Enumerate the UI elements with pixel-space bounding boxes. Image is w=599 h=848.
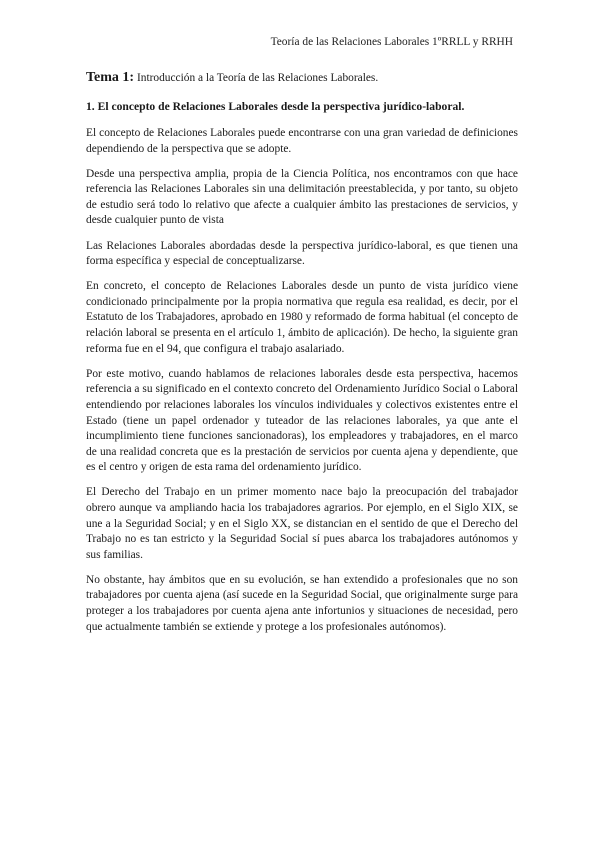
paragraph: El Derecho del Trabajo en un primer momento nace bajo la preocupación del trabajador obrero aunque va ampliando hacia los trabajadores agrarios. Por ejemplo, en el Siglo XIX, se une a la Seguridad Social; y en el Siglo XX, se distancian en el sentido de que el Derecho del Trabajo no es tan estricto y la Seguridad Social sí pues abarca los trabajadores autónomos y sus familias. <box>86 486 518 561</box>
paragraph: No obstante, hay ámbitos que en su evolución, se han extendido a profesionales que no son trabajadores por cuenta ajena (así sucede en la Seguridad Social, que originalmente surge para proteger a los trabajadores por cuenta ajena ante infortunios y situaciones de necesidad, pero que actualmente también se extiende y protege a los profesionales autónomos). <box>86 573 518 633</box>
topic-name: Introducción a la Teoría de las Relaciones Laborales. <box>136 72 379 84</box>
section-heading: 1. El concepto de Relaciones Laborales desde la perspectiva jurídico-laboral. <box>86 100 465 113</box>
paragraph: En concreto, el concepto de Relaciones Laborales desde un punto de vista jurídico viene condicionado principalmente por la propia normativa que regula esa realidad, es decir, por el Estatuto de los Trabajadores, aprobado en 1980 y reformado de forma habitual (el concepto de relación laboral se presenta en el artículo 1, ámbito de aplicación). De hecho, la siguiente gran reforma fue en el 94, que configura el trabajo asalariado. <box>86 280 518 355</box>
paragraph: Por este motivo, cuando hablamos de relaciones laborales desde esta perspectiva, hacemos referencia a su significado en el contexto concreto del Ordenamiento Jurídico Social o Laboral entendiendo por relaciones laborales los vínculos individuales y colectivos existentes entre el Estado (tiene un papel ordenador y tuteador de las relaciones laborales, ya que ante el incumplimiento tiene funciones sancionadoras), los empleadores y trabajadores, en el marco de una realidad concreta que es la prestación de servicios por cuenta ajena y dependiente, que es el centro y origen de esta rama del ordenamiento jurídico. <box>86 367 518 474</box>
topic-label: Tema 1: <box>86 70 135 85</box>
document-body <box>86 70 518 645</box>
paragraph: Las Relaciones Laborales abordadas desde la perspectiva jurídico-laboral, es que tienen una forma específica y especial de conceptualizarse. <box>86 239 518 268</box>
topic-title <box>86 70 518 86</box>
paragraph: El concepto de Relaciones Laborales puede encontrarse con una gran variedad de definiciones dependiendo de la perspectiva que se adopte. <box>86 127 518 155</box>
paragraph: Desde una perspectiva amplia, propia de la Ciencia Política, nos encontramos con que hace referencia las Relaciones Laborales sin una delimitación preestablecida, y por tanto, su objeto de estudio será todo lo relativo que afecte a cualquier ámbito las prestaciones de servicios, y desde cualquier punto de vista <box>86 167 518 227</box>
running-header: Teoría de las Relaciones Laborales 1ºRRLL y RRHH <box>270 36 513 48</box>
